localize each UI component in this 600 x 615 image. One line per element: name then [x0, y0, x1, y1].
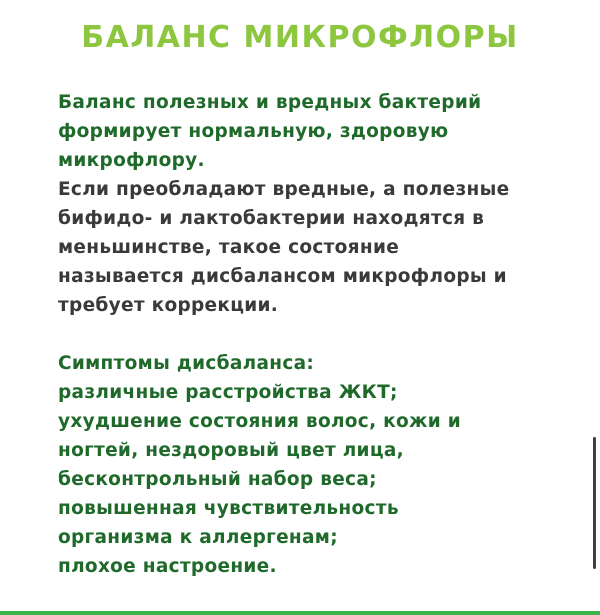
text-line: микрофлору.: [58, 150, 205, 171]
symptoms-heading: Симптомы дисбаланса:: [58, 353, 315, 374]
text-line: требует коррекции.: [58, 295, 279, 316]
text-line: Баланс полезных и вредных бактерий: [58, 92, 482, 113]
text-line: формирует нормальную, здоровую: [58, 121, 449, 142]
bottom-divider: [0, 611, 600, 615]
paragraph-spacer: [58, 320, 538, 349]
vertical-scrollbar[interactable]: [593, 437, 596, 569]
text-line: меньшинстве, такое состояние: [58, 237, 400, 258]
text-line: Если преобладают вредные, а полезные: [58, 179, 510, 200]
text-line: называется дисбалансом микрофлоры и: [58, 266, 507, 287]
text-line: бифидо- и лактобактерии находятся в: [58, 208, 485, 229]
page-title: БАЛАНС МИКРОФЛОРЫ: [81, 20, 519, 55]
intro-paragraph: [58, 88, 538, 175]
imbalance-paragraph: [58, 175, 538, 320]
symptom-item: повышенная чувствительность: [58, 498, 399, 519]
symptom-item: ухудшение состояния волос, кожи и: [58, 411, 461, 432]
symptom-item: плохое настроение.: [58, 556, 277, 577]
symptom-item: бесконтрольный набор веса;: [58, 469, 377, 490]
symptoms-list: [58, 349, 538, 581]
symptom-item: различные расстройства ЖКТ;: [58, 382, 398, 403]
article-body: [58, 88, 538, 581]
symptom-item: ногтей, нездоровый цвет лица,: [58, 440, 404, 461]
symptom-item: организма к аллергенам;: [58, 527, 338, 548]
